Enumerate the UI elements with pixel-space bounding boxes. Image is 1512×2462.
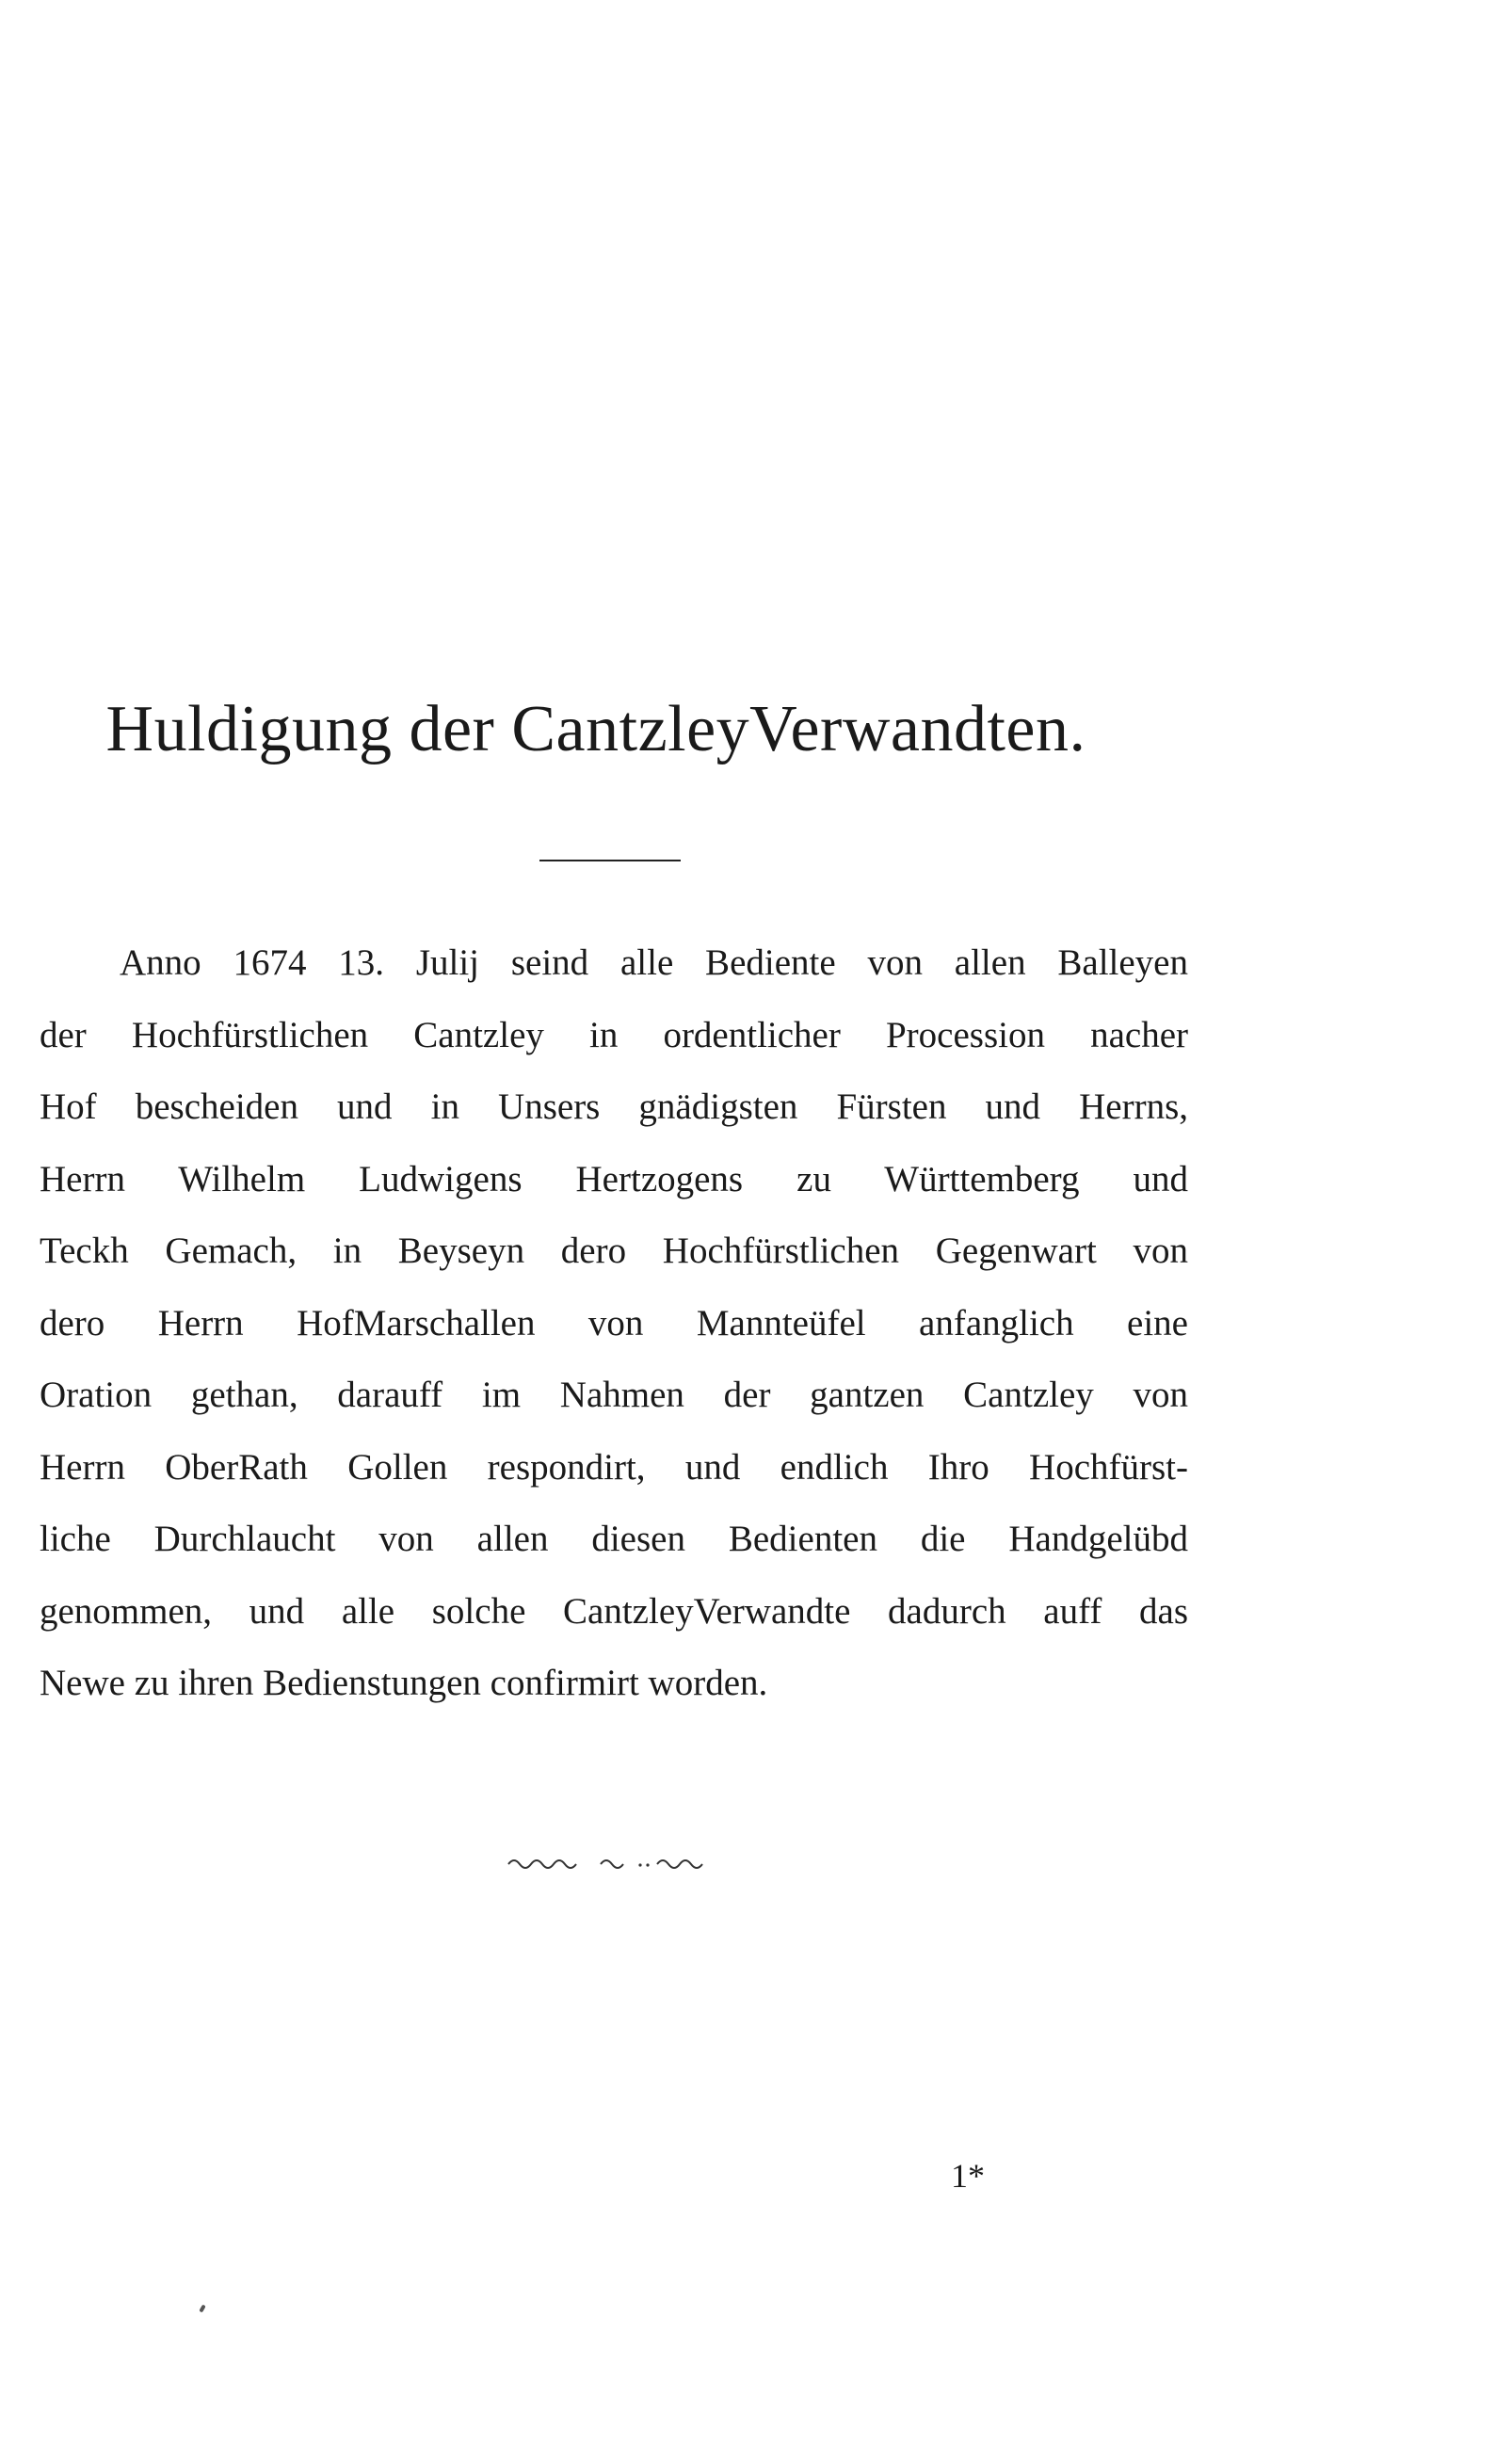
paragraph-line: Herrn Wilhelm Ludwigens Hertzogens zu Württemberg und <box>40 1158 1188 1199</box>
paragraph-line: dero Herrn HofMarschallen von Mannteüfel anfanglich eine <box>40 1302 1188 1344</box>
section-end-ornament <box>507 1855 704 1874</box>
paragraph-line: Hof bescheiden und in Unsers gnädigsten Fürsten und Herrns, <box>40 1086 1188 1127</box>
paragraph-line: der Hochfürstlichen Cantzley in ordentlicher Procession nacher <box>40 1014 1188 1055</box>
paragraph-line: liche Durchlaucht von allen diesen Bedienten die Handgelübd <box>40 1519 1188 1559</box>
paragraph-line: Newe zu ihren Bedienstungen confirmirt worden. <box>40 1663 768 1703</box>
body-paragraph <box>40 927 1188 1720</box>
title-divider <box>539 860 681 861</box>
paragraph-line: Anno 1674 13. Julij seind alle Bediente von allen Balleyen <box>120 942 1188 983</box>
page-number: 1* <box>951 2157 985 2195</box>
paragraph-line: genommen, und alle solche CantzleyVerwandte dadurch auff das <box>40 1590 1188 1632</box>
page-title: Huldigung der CantzleyVerwandten. <box>105 693 1086 765</box>
paragraph-line: Oration gethan, darauff im Nahmen der gantzen Cantzley von <box>40 1375 1188 1415</box>
paragraph-line: Teckh Gemach, in Beyseyn dero Hochfürstlichen Gegenwart von <box>40 1231 1188 1271</box>
paragraph-line: Herrn OberRath Gollen respondirt, und endlich Ihro Hochfürst- <box>40 1446 1188 1488</box>
paper-speck <box>199 2305 205 2313</box>
